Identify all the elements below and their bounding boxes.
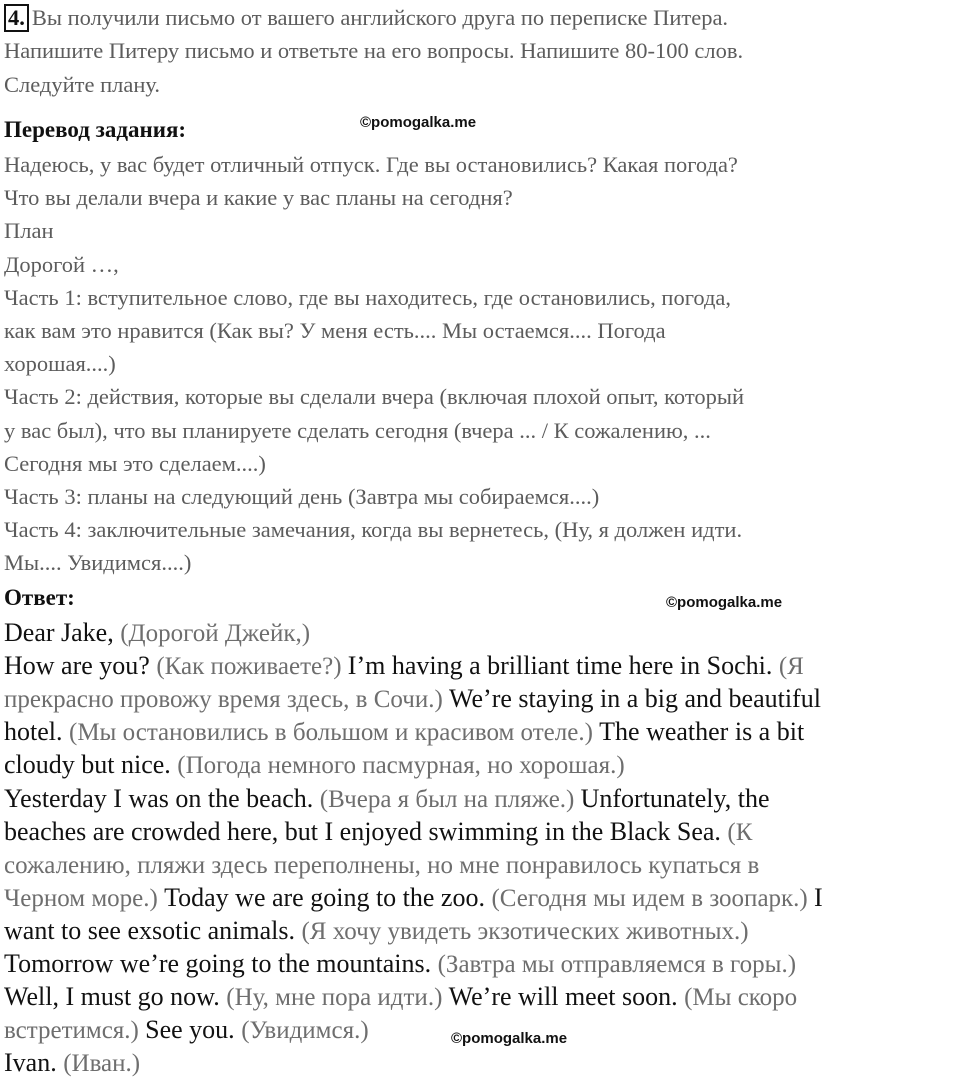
russian-translation: (Завтра мы отправляемся в горы.) [437,951,797,978]
answer-line [4,949,796,979]
english-text: Yesterday I was on the beach. [4,784,320,813]
watermark: ©pomogalka.me [666,594,783,611]
english-text: want to see exsotic animals. [4,916,302,945]
english-text: We’re will meet soon. [448,982,685,1011]
russian-translation: (Увидимся.) [241,1017,369,1044]
english-text: The weather is a bit [599,717,805,746]
english-text: I [814,883,823,912]
russian-translation: (Ну, мне пора идти.) [226,984,449,1011]
task-number: 4. [4,4,29,32]
english-text: How are you? [4,651,157,680]
answer-line [4,883,823,913]
answer-heading: Ответ: [4,585,75,610]
english-text: cloudy but nice. [4,750,178,779]
russian-translation: (Иван.) [63,1050,141,1077]
russian-translation: (Дорогой Джейк,) [120,620,311,647]
translation-line: Часть 2: действия, которые вы сделали вчера (включая плохой опыт, который [4,384,745,409]
translation-line: Мы.... Увидимся....) [4,550,192,575]
english-text: Well, I must go now. [4,982,227,1011]
russian-translation: (Как поживаете?) [156,653,348,680]
translation-line: Часть 3: планы на следующий день (Завтра мы собираемся....) [4,484,600,509]
translation-line: у вас был), что вы планируете сделать сегодня (вчера ... / К сожалению, ... [4,418,711,443]
english-text: I’m having a brilliant time here in Sochi. [347,651,779,680]
answer-line [4,618,310,648]
english-text: Dear Jake, [4,618,121,647]
english-text: Tomorrow we’re going to the mountains. [4,949,438,978]
english-text: Ivan. [4,1048,64,1077]
translation-line: План [4,218,54,243]
watermark: ©pomogalka.me [360,114,477,131]
answer-line [4,750,625,780]
task-line: Следуйте плану. [4,72,161,97]
russian-translation: (Мы остановились в большом и красивом отеле.) [69,719,600,746]
russian-translation: прекрасно провожу время здесь, в Сочи.) [4,686,450,713]
russian-translation: (Погода немного пасмурная, но хорошая.) [177,752,625,779]
english-text: Unfortunately, the [580,784,770,813]
task-text: Вы получили письмо от вашего английского друга по переписке Питера. [31,5,729,30]
answer-line [4,784,770,814]
watermark: ©pomogalka.me [451,1030,568,1047]
task-line: Напишите Питеру письмо и ответьте на его вопросы. Напишите 80-100 слов. [4,38,744,63]
answer-line [4,1015,369,1045]
answer-line [4,817,752,847]
translation-line: Часть 4: заключительные замечания, когда вы вернетесь, (Ну, я должен идти. [4,517,743,542]
translation-heading: Перевод задания: [4,117,187,142]
russian-translation: сожалению, пляжи здесь переполнены, но мне понравилось купаться в [4,852,760,879]
answer-line [4,916,749,946]
answer-line [4,717,804,747]
translation-line: Часть 1: вступительное слово, где вы находитесь, где остановились, погода, [4,285,732,310]
translation-line: как вам это нравится (Как вы? У меня есть.... Мы остаемся.... Погода [4,318,666,343]
translation-line: Дорогой …, [4,252,119,277]
answer-line [4,1048,140,1078]
translation-line: хорошая....) [4,351,116,376]
russian-translation: (Я [778,653,804,680]
russian-translation: (Я хочу увидеть экзотических животных.) [301,918,749,945]
answer-line [4,850,759,880]
translation-line: Сегодня мы это сделаем....) [4,451,266,476]
answer-line [4,684,821,714]
translation-line: Что вы делали вчера и какие у вас планы на сегодня? [4,185,513,210]
translation-line: Надеюсь, у вас будет отличный отпуск. Где вы остановились? Какая погода? [4,152,738,177]
russian-translation: (Мы скоро [684,984,798,1011]
russian-translation: (Вчера я был на пляже.) [319,786,581,813]
english-text: hotel. [4,717,69,746]
answer-line [4,651,804,681]
english-text: Today we are going to the zoo. [164,883,492,912]
english-text: See you. [145,1015,242,1044]
russian-translation: Черном море.) [4,885,165,912]
russian-translation: (К [727,819,753,846]
answer-line [4,982,797,1012]
russian-translation: встретимся.) [4,1017,146,1044]
russian-translation: (Сегодня мы идем в зоопарк.) [491,885,815,912]
english-text: beaches are crowded here, but I enjoyed swimming in the Black Sea. [4,817,728,846]
english-text: We’re staying in a big and beautiful [449,684,821,713]
task-line [4,4,728,32]
